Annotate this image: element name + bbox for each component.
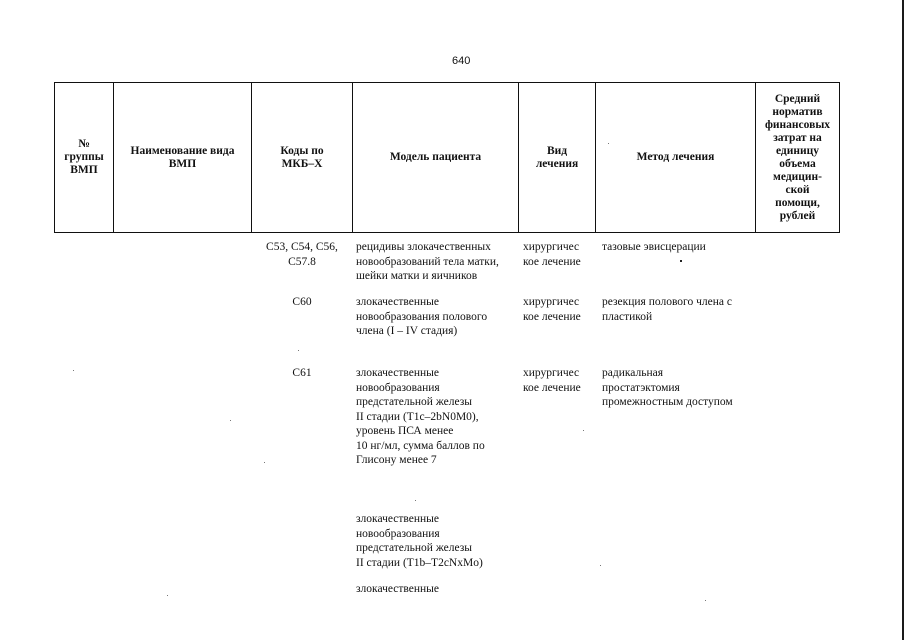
row1-treatment-method: тазовые эвисцерации (602, 241, 706, 253)
row3-patient-model: злокачественные новообразования предстательной железы II стадии (T1c–2bN0M0), уровень ПСА менее 10 нг/мл, сумма баллов по Глисону менее 7 (356, 367, 485, 466)
row3-treatment-type: хирургичес кое лечение (523, 367, 581, 394)
scan-speck (167, 595, 168, 596)
scan-speck (583, 430, 584, 431)
row1-code: C53, C54, C56, C57.8 (266, 241, 338, 268)
header-treatment-type: Вид лечения (518, 82, 595, 233)
header-vmp-name: Наименование вида ВМП (113, 82, 251, 233)
scan-speck (415, 500, 416, 501)
scan-speck (264, 462, 265, 463)
header-group-number: № группы ВМП (54, 82, 113, 233)
scan-speck (680, 260, 682, 262)
row2-patient-model: злокачественные новообразования полового члена (I – IV стадия) (356, 296, 488, 337)
row2-treatment-method: резекция полового члена с пластикой (602, 296, 732, 323)
header-average-cost: Средний норматив финансовых затрат на единицу объема медицин- ской помощи, рублей (755, 82, 840, 233)
header-treatment-method: Метод лечения (595, 82, 755, 233)
header-icd-codes: Коды по МКБ–Х (251, 82, 352, 233)
row1-treatment-type: хирургичес кое лечение (523, 241, 581, 268)
scan-speck (608, 143, 609, 144)
row5-patient-model: злокачественные (356, 583, 439, 595)
row1-patient-model: рецидивы злокачественных новообразований тела матки, шейки матки и яичников (356, 241, 499, 282)
page-edge-line (902, 0, 904, 640)
scan-speck (705, 600, 706, 601)
row2-code: C60 (292, 296, 312, 308)
page-number: 640 (452, 55, 471, 67)
scan-speck (73, 370, 74, 371)
row3-treatment-method: радикальная простатэктомия промежностным доступом (602, 367, 733, 408)
scan-speck (600, 565, 601, 566)
header-patient-model: Модель пациента (352, 82, 518, 233)
row2-treatment-type: хирургичес кое лечение (523, 296, 581, 323)
scan-speck (230, 420, 231, 421)
scan-speck (298, 350, 299, 351)
row3-code: C61 (292, 367, 312, 379)
row4-patient-model: злокачественные новообразования предстательной железы II стадии (T1b–T2cNxMo) (356, 513, 483, 569)
